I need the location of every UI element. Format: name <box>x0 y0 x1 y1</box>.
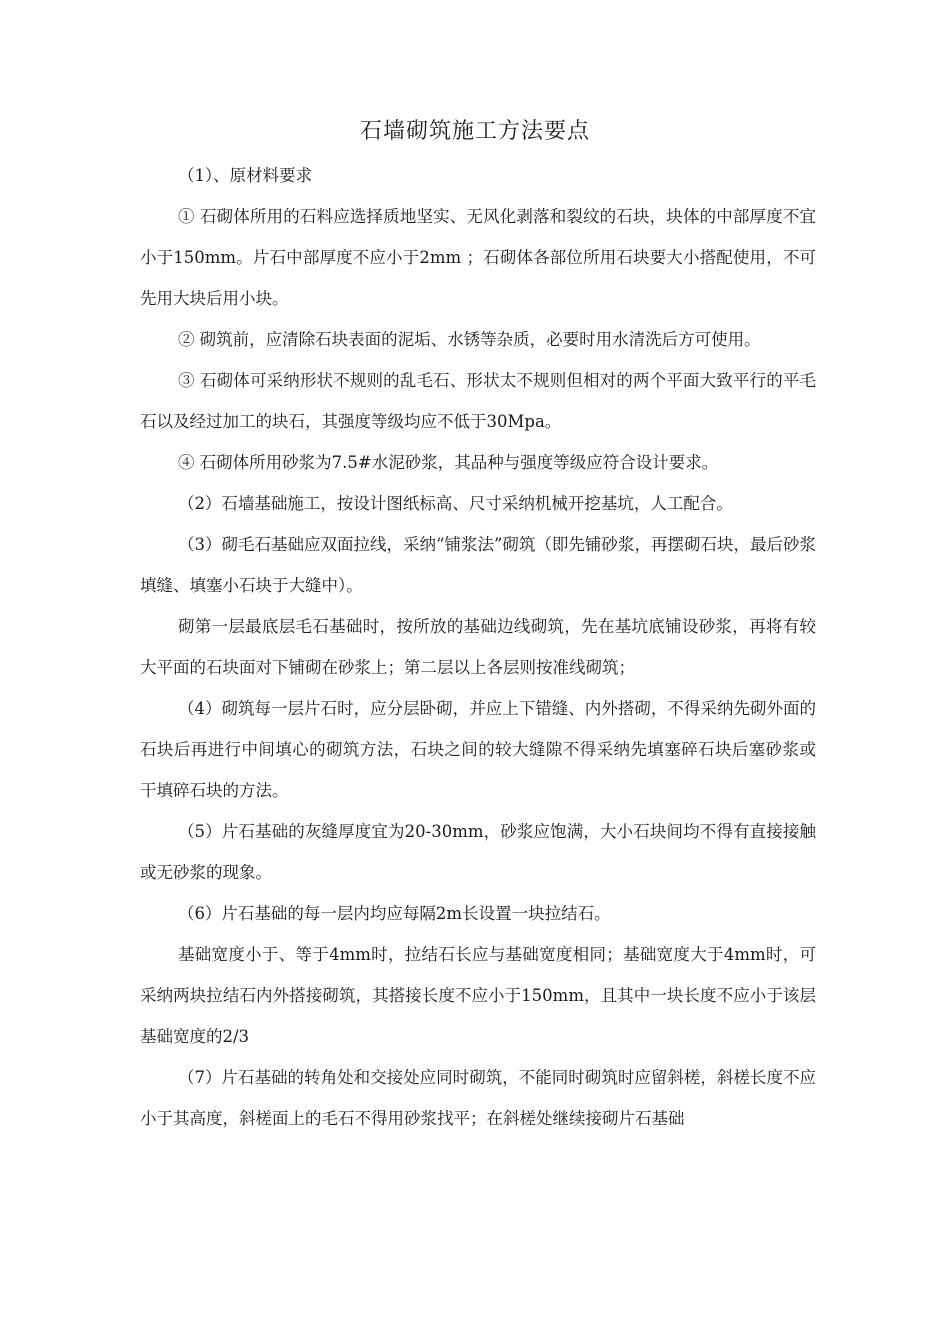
paragraph-item-1: ① 石砌体所用的石料应选择质地坚实、无风化剥落和裂纹的石块，块体的中部厚度不宜小于150mm。片石中部厚度不应小于2mm ；石砌体各部位所用石块要大小搭配使用，不可先用大块后用小块。 <box>140 207 816 308</box>
paragraph-section-3: （3）砌毛石基础应双面拉线，采纳“铺浆法”砌筑（即先铺砂浆，再摆砌石块，最后砂浆填缝、填塞小石块于大缝中）。 <box>140 535 816 595</box>
paragraph-section-6: （6）片石基础的每一层内均应每隔2m长设置一块拉结石。 <box>177 904 611 923</box>
paragraph-section-4: （4）砌筑每一层片石时，应分层卧砌，并应上下错缝、内外搭砌，不得采纳先砌外面的石块后再进行中间填心的砌筑方法，石块之间的较大缝隙不得采纳先填塞碎石块后塞砂浆或干填碎石块的方法。 <box>140 699 816 800</box>
document-body <box>140 155 816 1139</box>
paragraph-item-3: ③ 石砌体可采纳形状不规则的乱毛石、形状太不规则但相对的两个平面大致平行的平毛石以及经过加工的块石，其强度等级均应不低于30Mpa。 <box>140 371 816 431</box>
paragraph-item-4: ④ 石砌体所用砂浆为7.5#水泥砂浆，其品种与强度等级应符合设计要求。 <box>177 453 719 472</box>
document-title: 石墙砌筑施工方法要点 <box>359 119 590 144</box>
paragraph-item-2: ② 砌筑前，应清除石块表面的泥垢、水锈等杂质，必要时用水清洗后方可使用。 <box>177 330 761 349</box>
paragraph-section-7: （7）片石基础的转角处和交接处应同时砌筑，不能同时砌筑时应留斜槎，斜槎长度不应小于其高度，斜槎面上的毛石不得用砂浆找平；在斜槎处继续接砌片石基础 <box>140 1068 816 1128</box>
paragraph-section-5: （5）片石基础的灰缝厚度宜为20-30mm，砂浆应饱满，大小石块间均不得有直接接触或无砂浆的现象。 <box>140 822 816 882</box>
paragraph-section-2: （2）石墙基础施工，按设计图纸标高、尺寸采纳机械开挖基坑，人工配合。 <box>177 494 733 513</box>
paragraph-first-layer: 砌第一层最底层毛石基础时，按所放的基础边线砌筑，先在基坑底铺设砂浆，再将有较大平面的石块面对下铺砌在砂浆上；第二层以上各层则按准线砌筑； <box>140 617 816 677</box>
paragraph-raw-material-heading: （1）、原材料要求 <box>177 166 313 185</box>
paragraph-foundation-width: 基础宽度小于、等于4mm时，拉结石长应与基础宽度相同；基础宽度大于4mm时，可采纳两块拉结石内外搭接砌筑，其搭接长度不应小于150mm，且其中一块长度不应小于该层基础宽度的2/3 <box>140 945 816 1046</box>
